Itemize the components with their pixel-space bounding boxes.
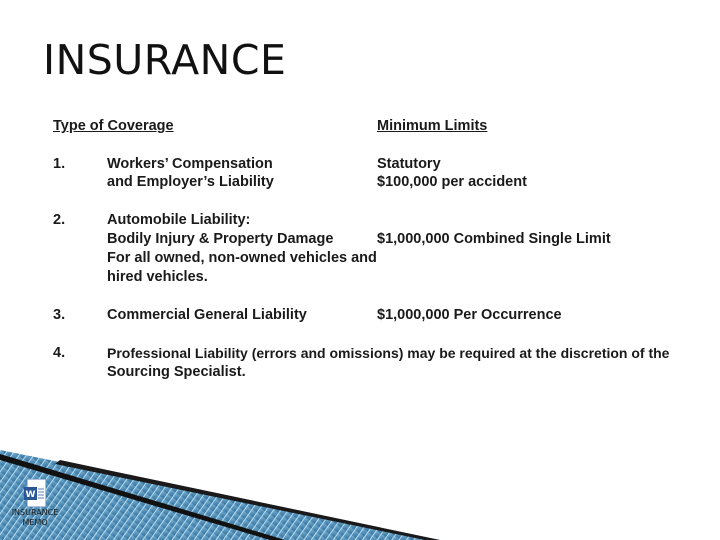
limit-line: $100,000 per accident	[377, 174, 527, 190]
coverage-line: Automobile Liability:	[107, 212, 251, 228]
limit-line: Statutory	[377, 156, 441, 172]
coverage-line: For all owned, non-owned vehicles and	[107, 250, 377, 266]
limit-line: $1,000,000 Combined Single Limit	[377, 231, 611, 247]
coverage-line: Workers’ Compensation	[107, 156, 273, 172]
word-document-icon[interactable]	[24, 479, 46, 507]
row-number: 2.	[53, 212, 66, 228]
coverage-line: Sourcing Specialist.	[107, 364, 246, 380]
row-number: 4.	[53, 345, 66, 361]
memo-label-line2: MEMO	[22, 518, 48, 527]
memo-label-line1: INSURANCE	[11, 508, 59, 517]
coverage-line: Bodily Injury & Property Damage	[107, 231, 334, 247]
coverage-line: Commercial General Liability	[107, 307, 307, 323]
corner-decoration	[0, 450, 440, 540]
header-minimum-limits: Minimum Limits	[377, 118, 488, 134]
svg-text:W: W	[25, 490, 36, 500]
coverage-line: hired vehicles.	[107, 269, 208, 285]
row-number: 1.	[53, 156, 66, 172]
limit-line: $1,000,000 Per Occurrence	[377, 307, 562, 323]
row-number: 3.	[53, 307, 66, 323]
memo-icon-label[interactable]	[4, 508, 66, 528]
coverage-line: and Employer’s Liability	[107, 174, 274, 190]
page-title: INSURANCE	[43, 36, 287, 84]
header-type-of-coverage: Type of Coverage	[53, 118, 174, 134]
coverage-line: Professional Liability (errors and omissions) may be required at the discretion of the	[107, 345, 670, 361]
